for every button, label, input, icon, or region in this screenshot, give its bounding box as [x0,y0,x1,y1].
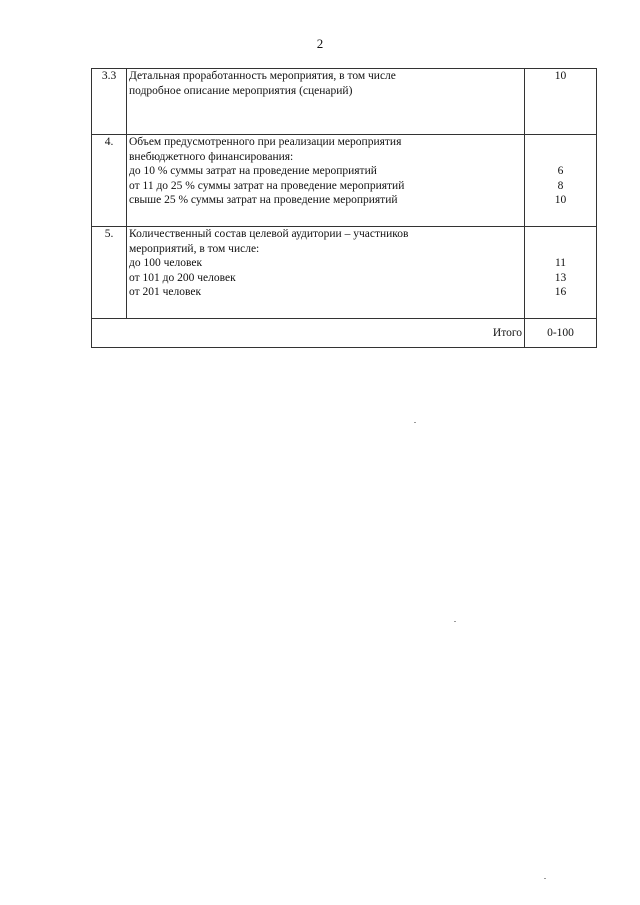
table-row [92,227,597,319]
description-line: подробное описание мероприятия (сценарий) [129,84,353,97]
row-score [525,227,597,319]
row-description [127,227,525,319]
description-line: Объем предусмотренного при реализации мероприятия [129,136,402,148]
description-line: до 100 человек [129,257,203,269]
score-value: 13 [554,271,567,284]
description-line: свыше 25 % суммы затрат на проведение мероприятий [129,194,398,206]
scan-speck [454,621,456,622]
row-score [525,135,597,227]
description-line: внебюджетного финансирования: [129,150,294,163]
score-value: 6 [557,165,564,177]
score-value: 11 [554,257,567,269]
description-line: от 101 до 200 человек [129,271,236,284]
row-description [127,135,525,227]
table-row [92,135,597,227]
page-number: 2 [316,36,324,51]
row-number: 3.3 [92,69,127,135]
row-score [525,69,597,135]
row-description [127,69,525,135]
score-value: 10 [554,70,567,82]
total-label: Итого [92,319,525,348]
criteria-table [91,68,597,348]
total-value: 0-100 [525,319,597,348]
scan-speck [544,878,546,879]
score-value: 8 [557,179,564,192]
score-value: 10 [554,194,567,206]
row-number: 4. [92,135,127,227]
description-line: мероприятий, в том числе: [129,242,260,255]
description-line: от 11 до 25 % суммы затрат на проведение мероприятий [129,179,405,192]
description-line: Детальная проработанность мероприятия, в том числе [129,70,396,82]
score-value: 16 [554,286,567,298]
description-line: Количественный состав целевой аудитории – участников [129,228,409,240]
description-line: от 201 человек [129,286,202,298]
scan-speck [414,422,416,423]
row-number: 5. [92,227,127,319]
table-row [92,69,597,135]
description-line: до 10 % суммы затрат на проведение мероприятий [129,165,377,177]
total-row [92,319,597,348]
